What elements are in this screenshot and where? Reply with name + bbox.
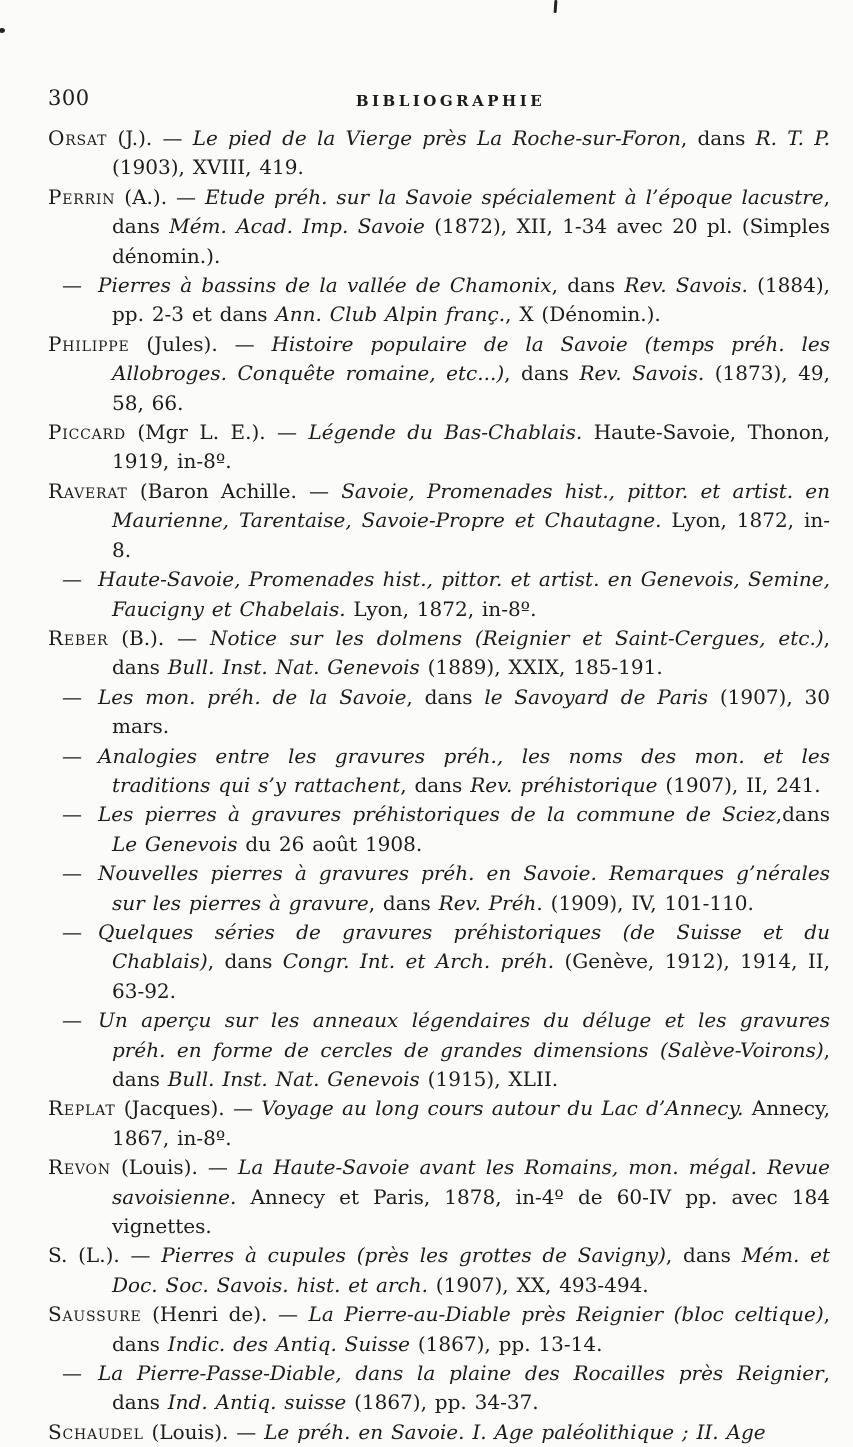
entry-text: , dans (112, 1037, 830, 1091)
author-name: Saussure (48, 1302, 142, 1327)
bibliography-entry (48, 1006, 830, 1094)
work-title: Le préh. en Savoie. I. Age paléolithique ; II. Age (264, 1419, 766, 1444)
work-title: Les mon. préh. de la Savoie (98, 684, 407, 709)
entry-text: (1909), IV, 101-110. (542, 890, 754, 915)
bibliography-entry (48, 330, 830, 418)
work-title: Rev. Préh. (438, 890, 543, 915)
entry-text: (1884), pp. 2-3 et dans (112, 273, 831, 327)
entry-text: , dans (680, 126, 756, 150)
entry-text: (1867), pp. 13-14. (410, 1331, 603, 1356)
bibliography-entry (48, 477, 830, 565)
work-title: Mém. Acad. Imp. Savoie (169, 214, 425, 239)
author-name: Philippe (48, 331, 130, 356)
entry-text: , dans (207, 949, 283, 974)
entry-text: (Mgr L. E.). — (125, 420, 309, 445)
entry-text: (J.). — (107, 126, 193, 150)
bibliography-entry (48, 918, 830, 1006)
work-title: Ann. Club Alpin franç. (275, 302, 506, 327)
bibliography-entry (48, 183, 830, 271)
bibliography-entry (48, 1300, 830, 1359)
work-title: le Savoyard de Paris (484, 684, 708, 709)
work-title: Bull. Inst. Nat. Genevois (167, 1067, 420, 1091)
bibliography-entry (48, 800, 830, 859)
work-title: Congr. Int. et Arch. préh. (282, 949, 555, 974)
work-title: Pierres à cupules (près les grottes de Savigny) (161, 1243, 666, 1268)
bibliography-entry (48, 683, 830, 742)
work-title: Haute-Savoie, Promenades hist., pittor. et artist. en Genevois, Semine, Faucigny et Chabelais. (98, 567, 830, 621)
entry-text: , dans (551, 273, 625, 298)
page-number: 300 (48, 86, 90, 110)
work-title: Rev. Savois. (624, 273, 748, 298)
entry-text: (Louis). — (143, 1419, 265, 1444)
bibliography-entry (48, 624, 830, 683)
author-name: Schaudel (48, 1419, 144, 1444)
same-author-dash: — (62, 684, 82, 709)
work-title: Bull. Inst. Nat. Genevois (167, 655, 420, 680)
entry-text: , dans (112, 1302, 830, 1356)
entry-text: (B.). — (108, 625, 210, 650)
same-author-dash: — (62, 567, 82, 592)
work-title: Ind. Antiq. suisse (167, 1390, 347, 1415)
entry-text: (1907), 30 mars. (112, 684, 830, 739)
work-title: Indic. des Antiq. Suisse (167, 1331, 411, 1356)
same-author-dash: — (62, 743, 82, 768)
entry-text: (1872), XII, 1-34 avec 20 pl. (Simples dénomin.). (112, 214, 830, 268)
work-title: La Pierre-Passe-Diable, dans la plaine des Rocailles près Reignier (98, 1361, 824, 1386)
entry-text: (1889), XXIX, 185-191. (419, 655, 663, 680)
bibliography-list (48, 124, 830, 1447)
bibliography-entry (48, 418, 830, 477)
work-title: Mém. et Doc. Soc. Savois. hist. et arch. (112, 1243, 830, 1297)
same-author-dash: — (62, 802, 82, 827)
bibliography-entry (48, 1418, 830, 1447)
entry-text: du 26 août 1908. (237, 831, 423, 856)
entry-text: (A.). — (115, 184, 205, 209)
work-title: Voyage au long cours autour du Lac d’Annecy. (261, 1096, 744, 1121)
entry-text: Annecy, 1867, in-8º. (112, 1096, 830, 1150)
entry-text: (Genève, 1912), 1914, II, 63-92. (112, 949, 830, 1003)
entry-text: (1867), pp. 34-37. (346, 1390, 539, 1415)
entry-text: , dans (406, 684, 485, 709)
work-title: R. T. P. (755, 126, 830, 150)
entry-text: (1903), XVIII, 419. (112, 155, 304, 180)
work-title: Légende du Bas-Chablais. (308, 420, 583, 445)
bibliography-entry (48, 1359, 830, 1418)
bibliography-entry (48, 1153, 830, 1241)
entry-text: , dans (368, 890, 439, 915)
scan-artifact-top (554, 0, 558, 13)
bibliography-entry (48, 859, 830, 918)
entry-text: , dans (400, 772, 471, 797)
running-head-title: BIBLIOGRAPHIE (355, 92, 546, 110)
bibliography-entry (48, 271, 830, 330)
bibliography-entry (48, 1241, 830, 1300)
entry-text: , dans (665, 1243, 742, 1268)
author-name: Replat (48, 1096, 116, 1121)
same-author-dash: — (62, 1008, 82, 1033)
author-name: Reber (48, 625, 109, 650)
entry-text: (Louis). — (110, 1155, 239, 1180)
entry-text: Lyon, 1872, in-8º. (345, 596, 537, 621)
work-title: Notice sur les dolmens (Reignier et Saint-Cergues, etc.) (209, 625, 824, 650)
work-title: Un aperçu sur les anneaux légendaires du déluge et les gravures préh. en forme de cercles de grandes dimensions (Salève-Voirons) (98, 1008, 830, 1062)
entry-text: (1915), XLII. (419, 1067, 559, 1091)
entry-text: ,dans (775, 802, 830, 827)
work-title: Savoie, Promenades hist., pittor. et artist. en Maurienne, Tarentaise, Savoie-Propre et Chautagne. (112, 478, 831, 533)
same-author-dash: — (62, 919, 82, 944)
work-title: La Pierre-au-Diable près Reignier (bloc celtique) (308, 1302, 824, 1327)
entry-text: Lyon, 1872, in-8. (112, 508, 830, 562)
entry-text: (Jules). — (129, 331, 272, 356)
work-title: Rev. Savois. (579, 361, 705, 386)
same-author-dash: — (62, 273, 82, 298)
work-title: Rev. préhistorique (470, 772, 658, 797)
same-author-dash: — (62, 1361, 82, 1386)
work-title: Le pied de la Vierge près La Roche-sur-Foron (192, 126, 681, 150)
entry-text: (1873), 49, 58, 66. (112, 361, 830, 415)
work-title: Pierres à bassins de la vallée de Chamonix (98, 273, 552, 298)
work-title: Analogies entre les gravures préh., les noms des mon. et les traditions qui s’y rattachent (98, 743, 830, 797)
entry-text: , X (Dénomin.). (505, 302, 661, 327)
work-title: Etude préh. sur la Savoie spécialement à l’époque lacustre (204, 184, 824, 209)
work-title: Histoire populaire de la Savoie (temps préh. les Allobroges. Conquête romaine, etc...) (112, 331, 830, 386)
same-author-dash: — (62, 861, 82, 886)
entry-text: (Baron Achille. — (127, 478, 342, 503)
work-title: La Haute-Savoie avant les Romains, mon. mégal. Revue savoisienne. (112, 1155, 830, 1209)
bibliography-entry (48, 1094, 830, 1153)
work-title: Nouvelles pierres à gravures préh. en Savoie. Remarques g’nérales sur les pierres à gravure (98, 861, 830, 915)
entry-text: (1907), II, 241. (657, 772, 821, 797)
author-name: Raverat (48, 478, 128, 503)
work-title: Le Genevois (112, 831, 238, 856)
entry-text: , dans (112, 184, 830, 239)
entry-text: (Jacques). — (115, 1096, 262, 1121)
entry-text: Haute-Savoie, Thonon, 1919, in-8º. (112, 420, 831, 474)
work-title: Quelques séries de gravures préhistoriques (de Suisse et du Chablais) (98, 919, 830, 974)
author-name: Revon (48, 1155, 111, 1180)
scan-artifact-left (0, 28, 5, 33)
author-name: Perrin (48, 184, 116, 209)
entry-text: , dans (112, 1361, 830, 1415)
bibliography-entry (48, 565, 830, 624)
entry-text: (1907), XX, 493-494. (427, 1272, 649, 1297)
entry-text: Annecy et Paris, 1878, in-4º de 60-IV pp. avec 184 vignettes. (112, 1184, 830, 1239)
work-title: Les pierres à gravures préhistoriques de la commune de Sciez (98, 802, 776, 827)
entry-text: S. (L.). — (48, 1243, 162, 1268)
entry-text: (Henri de). — (141, 1302, 309, 1327)
author-name: Piccard (48, 420, 126, 445)
author-name: Orsat (48, 126, 108, 150)
entry-text: , dans (112, 625, 830, 680)
entry-text: , dans (504, 361, 580, 386)
bibliography-entry (48, 742, 830, 801)
bibliography-entry (48, 124, 830, 183)
